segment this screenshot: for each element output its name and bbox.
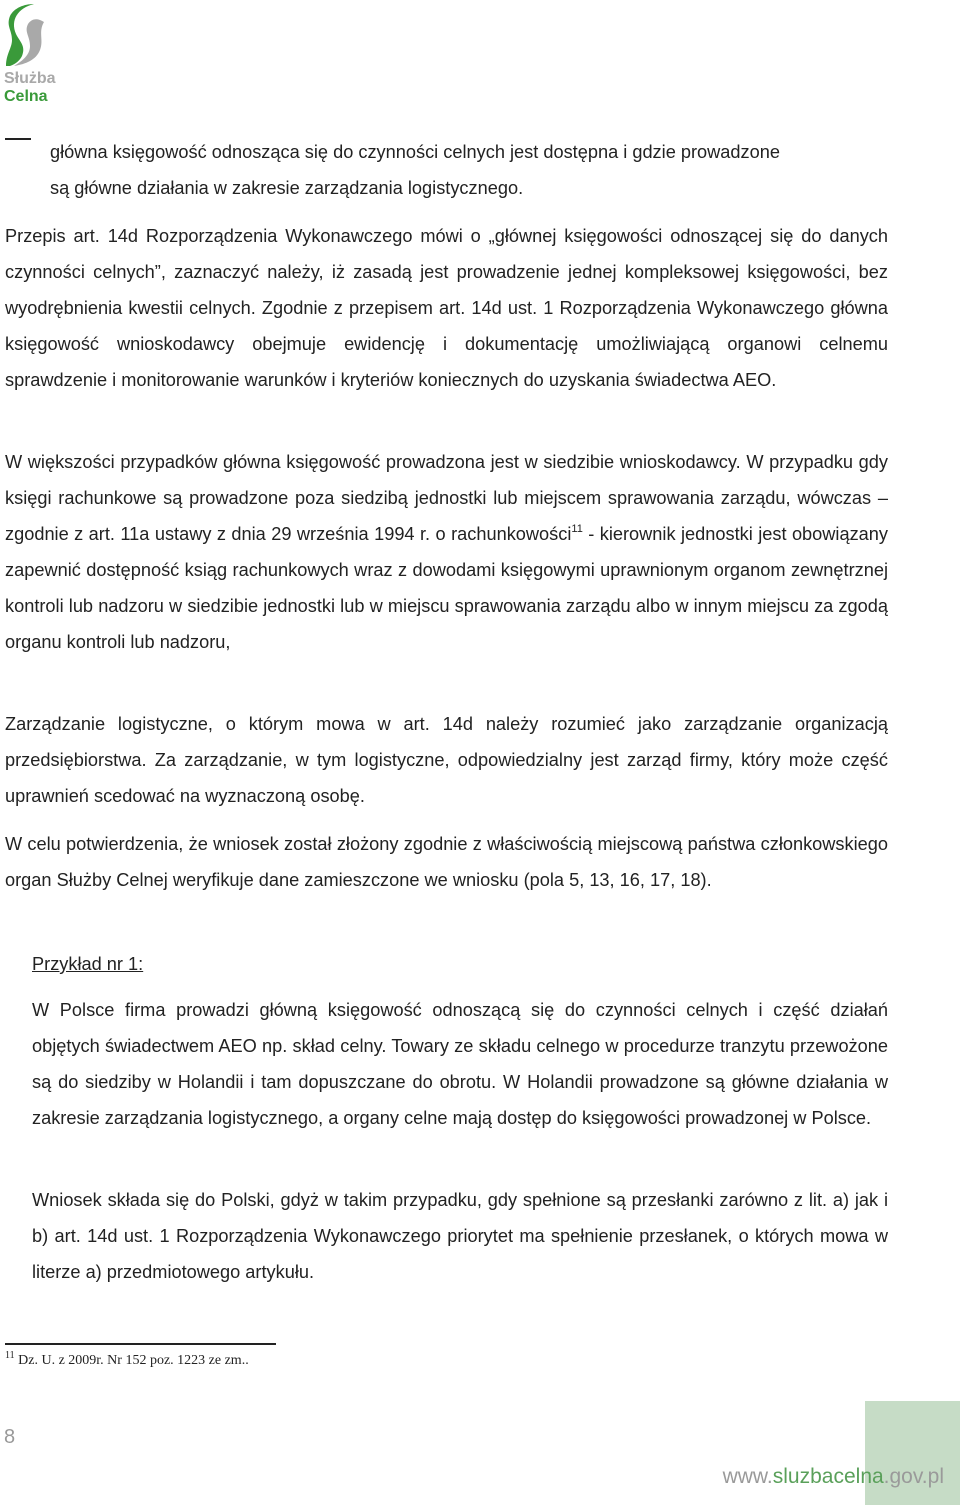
example-heading: Przykład nr 1: xyxy=(32,954,144,974)
paragraph-4: W celu potwierdzenia, że wniosek został złożony zgodnie z właściwością miejscową państwa członkowskiego organ Służby Celnej weryfikuje dane zamieszczone we wniosku (pola 5, 13, 16, 17, 18). xyxy=(5,834,888,890)
site-prefix: www. xyxy=(722,1465,773,1488)
list-dash xyxy=(5,138,31,140)
footer-decoration xyxy=(865,1401,960,1505)
footnote xyxy=(5,1352,249,1370)
footnote-text: Dz. U. z 2009r. Nr 152 poz. 1223 ze zm.. xyxy=(14,1353,249,1368)
logo-line1: Służba xyxy=(4,70,56,87)
page-number: 8 xyxy=(4,1426,16,1448)
footnote-ref: 11 xyxy=(571,523,583,535)
site-suffix: .gov.pl xyxy=(883,1465,944,1488)
paragraph-2-text-a: W większości przypadków główna księgowość prowadzona jest w siedzibie wnioskodawcy. W przypadku gdy księgi rachunkowe są prowadzone poza siedzibą jednostki lub miejscem sprawowania zarządu, wówczas – zgodnie z art. 11a ustawy z dnia 29 września 1994 r. o rachunkowości xyxy=(5,452,888,544)
paragraph-1: Przepis art. 14d Rozporządzenia Wykonawczego mówi o „głównej księgowości odnoszącej się do danych czynności celnych”, zaznaczyć należy, iż zasadą jest prowadzenie jednej kompleksowej księgowości, bez wyodrębnienia kwestii celnych. Zgodnie z przepisem art. 14d ust. 1 Rozporządzenia Wykonawczego główna księgowość wnioskodawcy obejmuje ewidencję i dokumentację umożliwiającą organowi celnemu sprawdzenie i monitorowanie warunków i kryteriów koniecznych do uzyskania świadectwa AEO. xyxy=(5,226,888,390)
logo-text xyxy=(4,70,56,106)
sluzba-celna-logo-icon xyxy=(4,2,50,68)
website-link[interactable] xyxy=(723,1465,944,1489)
logo-line2: Celna xyxy=(4,88,48,105)
list-item-line2: są główne działania w zakresie zarządzania logistycznego. xyxy=(50,178,524,198)
example-paragraph-2: Wniosek składa się do Polski, gdyż w takim przypadku, gdy spełnione są przesłanki zarówno z lit. a) jak i b) art. 14d ust. 1 Rozporządzenia Wykonawczego priorytet ma spełnienie przesłanek, o których mowa w literze a) przedmiotowego artykułu. xyxy=(32,1190,888,1282)
paragraph-2-text-b: - kierownik jednostki jest obowiązany zapewnić dostępność ksiąg rachunkowych wraz z dowodami księgowymi uprawnionym organom zewnętrznej kontroli lub nadzoru w siedzibie jednostki lub w miejscu sprawowania zarządu albo w innym miejscu za zgodą organu kontroli lub nadzoru, xyxy=(5,524,888,652)
footnote-separator xyxy=(5,1343,276,1345)
example-paragraph-1: W Polsce firma prowadzi główną księgowość odnoszącą się do czynności celnych i część działań objętych świadectwem AEO np. skład celny. Towary ze składu celnego w procedurze tranzytu przewożone są do siedziby w Holandii i tam dopuszczane do obrotu. W Holandii prowadzone są główne działania w zakresie zarządzania logistycznego, a organy celne mają dostęp do księgowości prowadzonej w Polsce. xyxy=(32,1000,888,1128)
paragraph-3: Zarządzanie logistyczne, o którym mowa w art. 14d należy rozumieć jako zarządzanie organizacją przedsiębiorstwa. Za zarządzanie, w tym logistyczne, odpowiedzialny jest zarząd firmy, który może część uprawnień scedować na wyznaczoną osobę. xyxy=(5,714,888,806)
footnote-number: 11 xyxy=(5,1350,15,1361)
paragraph-2 xyxy=(5,444,888,660)
list-item-line1: główna księgowość odnosząca się do czynności celnych jest dostępna i gdzie prowadzone xyxy=(50,142,780,162)
site-mid: sluzbacelna xyxy=(772,1465,884,1488)
